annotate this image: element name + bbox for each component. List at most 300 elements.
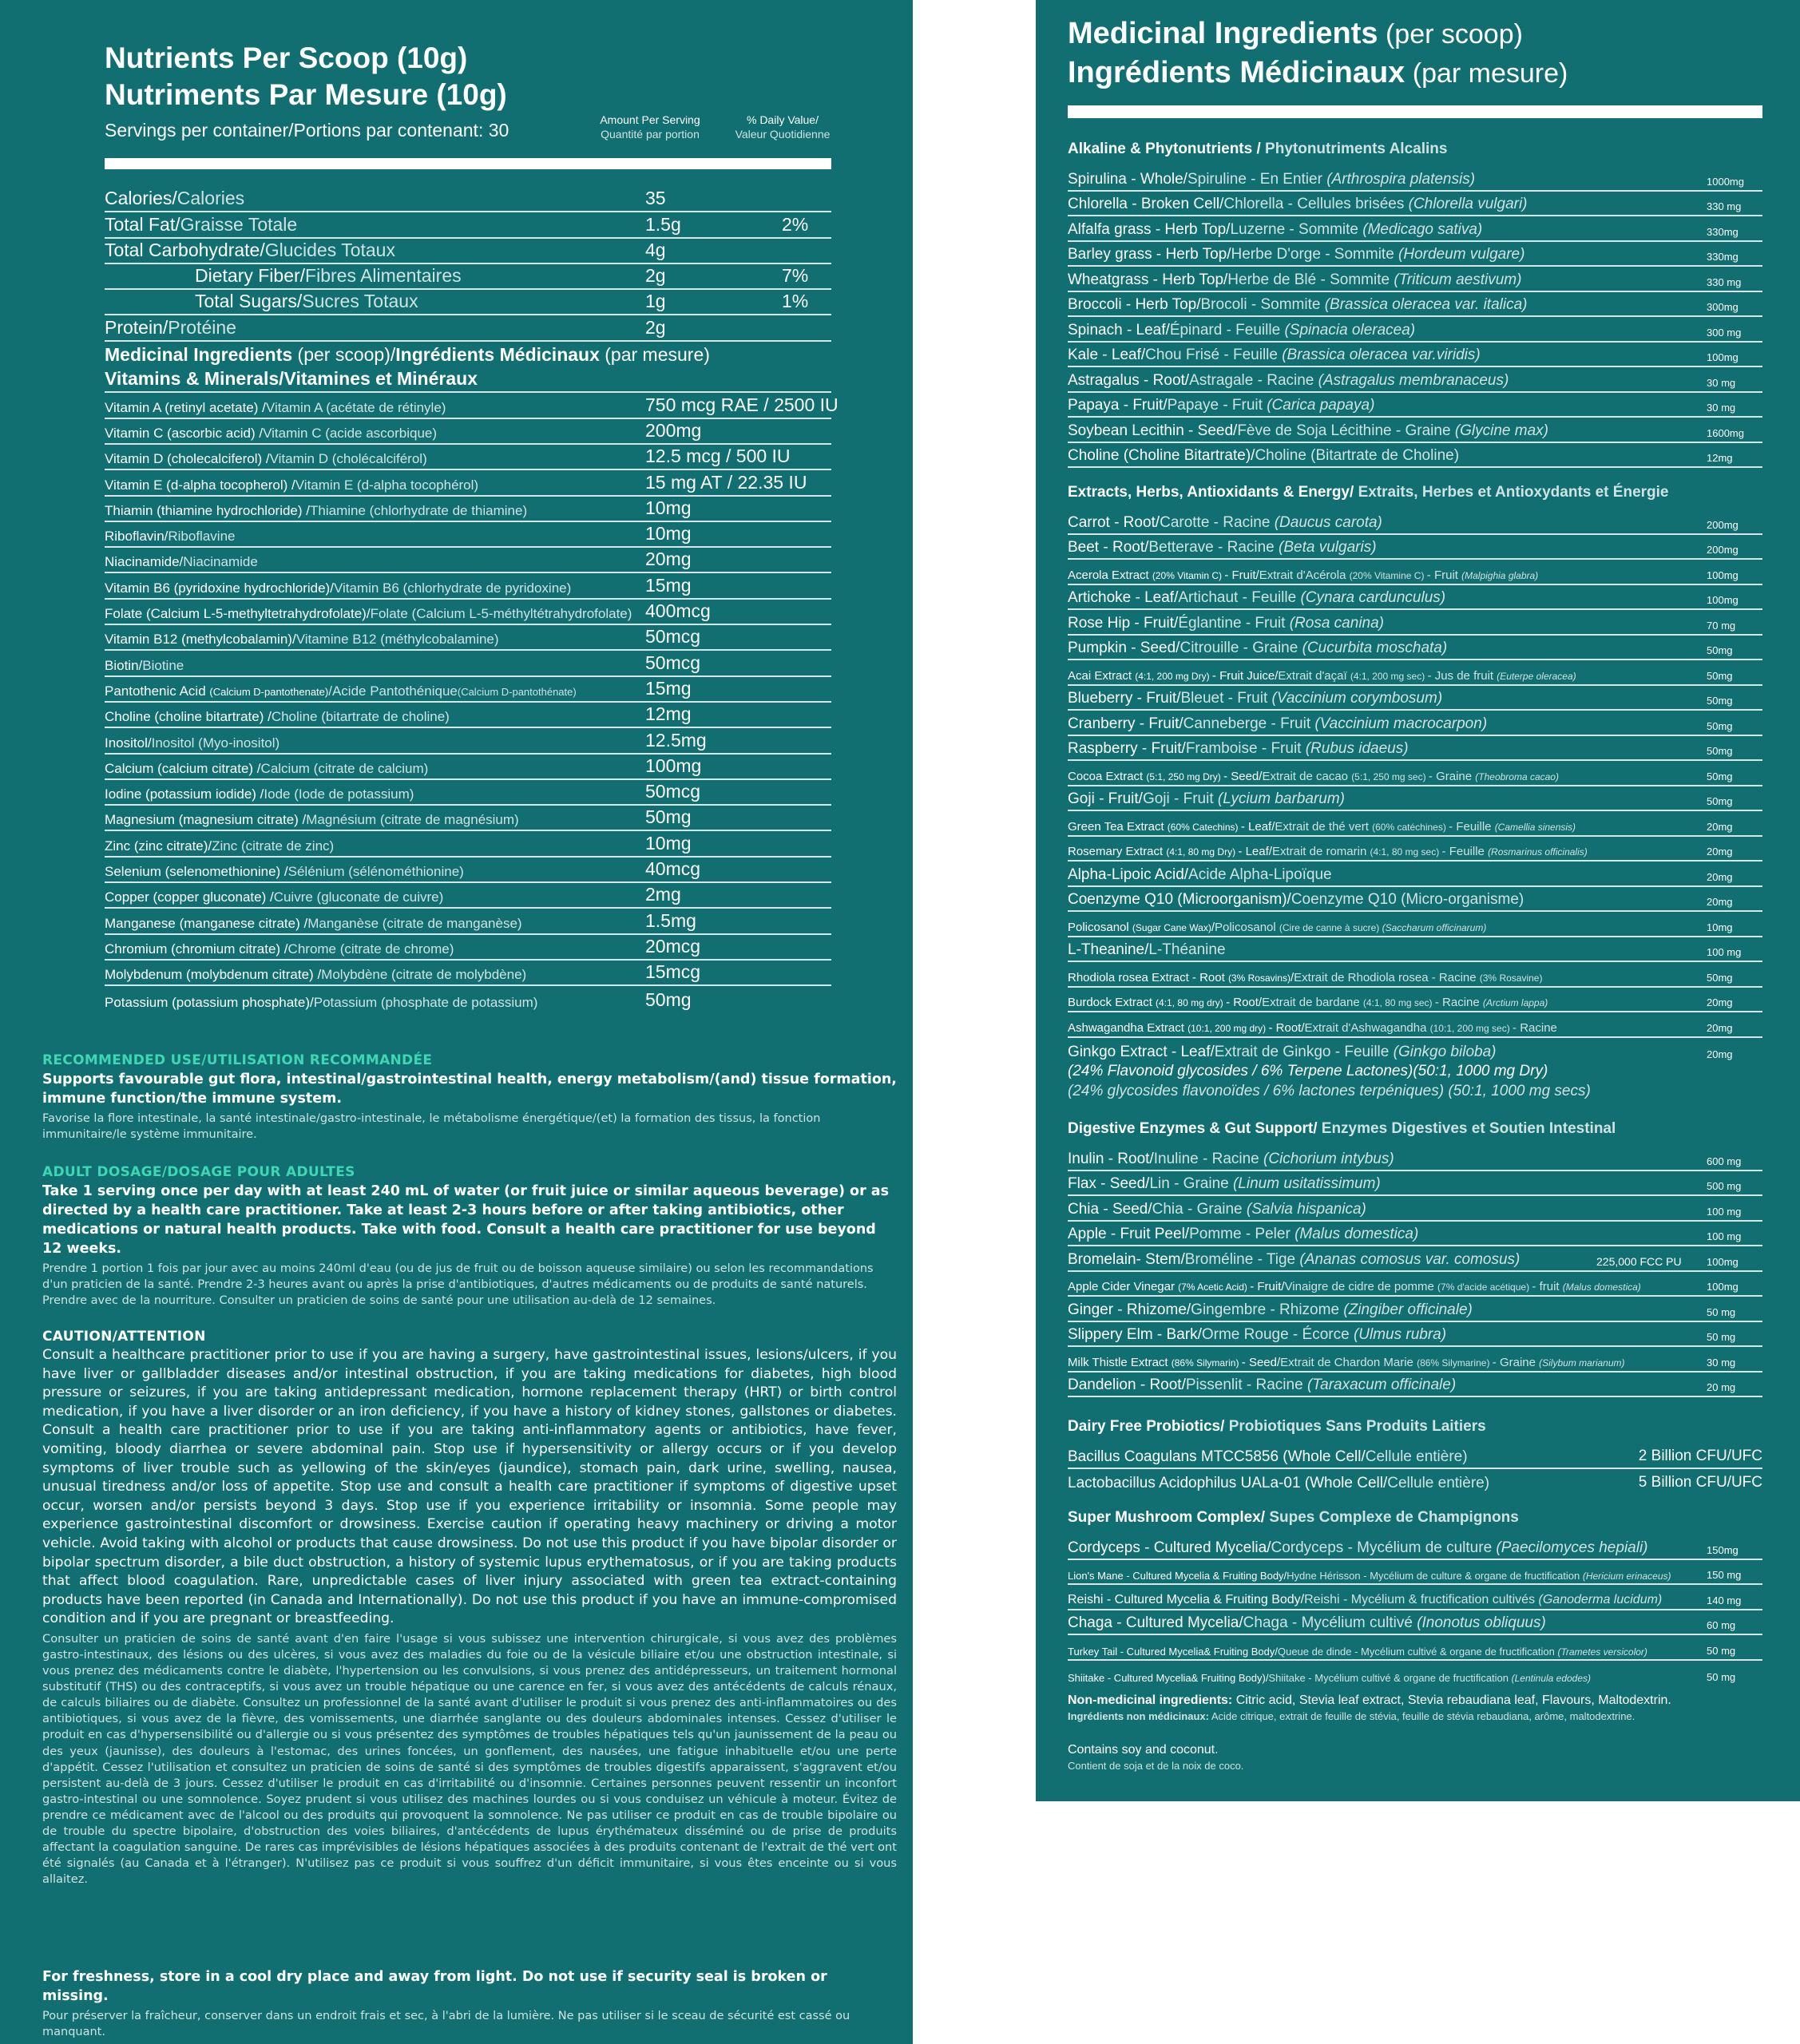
recommended-use-heading: RECOMMENDED USE/UTILISATION RECOMMANDÉE <box>42 1052 433 1068</box>
ingredient-en-note: (86% Silymarin) <box>1171 1357 1242 1369</box>
ingredient-fr: Citrouille - Graine <box>1180 640 1302 656</box>
vitamin-label <box>105 529 235 545</box>
ingredient-fr: Églantine - Fruit <box>1178 614 1290 632</box>
ingredient-name <box>1068 971 1542 984</box>
ingredient-name <box>1068 1280 1641 1293</box>
vitamin-amount: 15mg <box>645 574 692 596</box>
vitamin-en: Pantothenic Acid <box>105 683 210 699</box>
amount-head-en: Amount Per Serving <box>600 113 700 126</box>
ingredient-dose: 300 mg <box>1707 326 1742 339</box>
ingredient-latin: (Inonotus obliquus) <box>1417 1614 1546 1631</box>
vitamin-fr: Molybdène (citrate de molybdène) <box>321 967 527 983</box>
category-heading <box>1068 1418 1486 1436</box>
vitamin-row <box>105 728 831 754</box>
vitamin-fr-note: (Calcium D-pantothénate) <box>457 685 577 698</box>
ingredient-name <box>1068 640 1447 657</box>
vitamin-row <box>105 806 831 831</box>
ingredient-fr: Bleuet - Fruit <box>1180 690 1272 707</box>
category-heading <box>1068 1509 1519 1527</box>
ingredient-fr-note: (10:1, 200 mg sec) <box>1429 1022 1513 1034</box>
ingredient-row <box>1068 192 1762 217</box>
ingredient-name <box>1068 1614 1546 1632</box>
ingredient-row <box>1068 1196 1762 1222</box>
ingredient-dose: 300mg <box>1707 301 1739 313</box>
ingredient-en-note: (10:1, 200 mg dry) <box>1187 1022 1269 1034</box>
vitamin-label <box>105 995 537 1011</box>
vitamin-row <box>105 883 831 909</box>
ingredient-name <box>1068 1175 1381 1193</box>
category-en: Dairy Free Probiotics/ <box>1068 1418 1229 1435</box>
ingredient-dose: 50 mg <box>1707 1644 1736 1657</box>
ingredient-name <box>1068 820 1576 834</box>
allergen-statement <box>1068 1742 1770 1774</box>
ingredient-dose: 100mg <box>1707 568 1739 581</box>
divider-bar <box>105 158 831 169</box>
ingredient-en: Bromelain- Stem/ <box>1068 1250 1185 1268</box>
ingredient-name <box>1068 589 1445 607</box>
ingredient-fr: Reishi - Mycélium & fructification cultivés <box>1304 1592 1539 1606</box>
vitamin-fr: Biotine <box>142 657 184 673</box>
vitamin-amount: 15mcg <box>645 961 701 983</box>
ingredient-row <box>1068 988 1762 1013</box>
ingredient-fr-note: (20% Vitamine C) <box>1349 569 1427 581</box>
ingredient-dose: 20mg <box>1707 820 1733 833</box>
ingredient-name <box>1068 296 1527 314</box>
ingredient-en: Pumpkin - Seed/ <box>1068 640 1180 656</box>
ingredient-fr-note: (4:1, 200 mg sec) <box>1350 670 1428 682</box>
vitamin-row <box>105 780 831 806</box>
ingredient-row <box>1068 367 1762 393</box>
ingredient-row <box>1068 962 1762 988</box>
ingredient-latin: (Arthrospira platensis) <box>1326 170 1476 188</box>
ingredient-name <box>1068 866 1332 884</box>
vitamin-row <box>105 470 831 496</box>
ingredient-en-note: (4:1, 80 mg dry) <box>1156 997 1227 1008</box>
vitamin-label <box>105 786 414 802</box>
ingredient-dose: 1600mg <box>1707 426 1744 439</box>
ingredient-latin: (Saccharum officinarum) <box>1382 921 1487 933</box>
nutrient-label <box>105 317 236 339</box>
divider-bar <box>1068 105 1762 118</box>
ingredient-en: Goji - Fruit/ <box>1068 790 1143 807</box>
ingredient-fr: Cordyceps - Mycélium de culture <box>1271 1539 1497 1556</box>
ingredient-en: Lion's Mane - Cultured Mycelia & Fruiting Body/ <box>1068 1570 1287 1582</box>
ingredient-dose: 2 Billion CFU/UFC <box>1638 1447 1762 1464</box>
vitamin-row <box>105 445 831 470</box>
ingredient-name <box>1068 845 1588 858</box>
ingredient-fr-part: - fruit <box>1532 1280 1563 1293</box>
ingredient-fr: L-Théanine <box>1148 941 1226 958</box>
vitamin-label <box>105 554 258 570</box>
nutrient-row <box>105 290 831 315</box>
ingredient-fr-note: (4:1, 80 mg sec) <box>1370 846 1442 858</box>
vitamin-amount: 20mcg <box>645 935 701 957</box>
ingredient-name <box>1068 539 1377 557</box>
category-fr: Enzymes Digestives et Soutien Intestinal <box>1321 1120 1616 1137</box>
ingredient-fr: Cellule entière) <box>1365 1448 1468 1465</box>
ingredient-name <box>1068 171 1475 188</box>
vitamin-amount: 200mg <box>645 419 702 441</box>
ingredient-dose: 50 mg <box>1707 1671 1736 1683</box>
vitamin-fr: Inositol (Myo-inositol) <box>151 735 280 751</box>
ingredient-row <box>1068 937 1762 963</box>
ingredient-en: Dandelion - Root/ <box>1068 1377 1186 1393</box>
ingredient-dose: 20mg <box>1707 996 1733 1008</box>
nonmed-label-en: Non-medicinal ingredients: <box>1068 1693 1233 1707</box>
ingredient-en: Shiitake - Cultured Mycelia& Fruiting Body)/ <box>1068 1672 1269 1684</box>
ingredient-dose: 100mg <box>1707 351 1739 363</box>
ingredient-name <box>1068 1301 1473 1319</box>
ingredient-row <box>1068 711 1762 736</box>
ingredient-en: Cocoa Extract <box>1068 769 1147 783</box>
ingredient-latin: (Rosa canina) <box>1289 614 1384 632</box>
ingredient-latin: (Vaccinium macrocarpon) <box>1314 715 1488 732</box>
right-panel <box>1036 0 1800 1801</box>
category-fr: Phytonutriments Alcalins <box>1265 141 1448 157</box>
category-en: Digestive Enzymes & Gut Support/ <box>1068 1120 1322 1137</box>
ingredient-latin: (Silybum marianum) <box>1539 1357 1625 1369</box>
ingredient-row <box>1068 912 1762 937</box>
ingredient-fr: Spiruline - En Entier <box>1187 170 1327 188</box>
vitamin-label <box>105 916 522 932</box>
vitamin-row <box>105 522 831 548</box>
ingredient-dose: 140 mg <box>1707 1594 1742 1606</box>
ingredient-name <box>1068 196 1528 213</box>
ingredient-en: Chlorella - Broken Cell/ <box>1068 196 1224 212</box>
ingredient-row <box>1068 736 1762 762</box>
vitamin-label <box>105 761 428 777</box>
ingredient-latin: (Medicago sativa) <box>1362 220 1483 238</box>
nutrient-en: Total Fat/ <box>105 213 180 235</box>
ingredient-en-part: - Root/ <box>1268 1020 1305 1035</box>
ingredient-fr: Framboise - Fruit <box>1185 740 1306 757</box>
vitamin-label <box>105 683 577 699</box>
ingredient-dose: 150 mg <box>1707 1569 1742 1581</box>
ingredient-dose: 100mg <box>1707 1255 1739 1268</box>
vitamin-fr: Vitamin A (acétate de rétinyle) <box>265 399 446 415</box>
ingredient-fr-note: (86% Silymarine) <box>1417 1357 1493 1369</box>
nutrient-en: Protein/ <box>105 316 169 338</box>
vitamin-amount: 10mg <box>645 523 692 545</box>
ingredient-fr: Herbe de Blé - Sommite <box>1227 271 1394 288</box>
ingredient-fr: Queue de dinde - Mycélium cultivé & organe de fructification <box>1277 1645 1558 1658</box>
ingredient-row <box>1068 1272 1762 1297</box>
ingredient-dose: 30 mg <box>1707 1356 1736 1369</box>
ingredient-fr: Luzerne - Sommite <box>1230 220 1363 238</box>
ingredient-en: Raspberry - Fruit/ <box>1068 740 1186 757</box>
vitamin-amount: 750 mcg RAE / 2500 IU <box>645 394 839 415</box>
ingredient-row <box>1068 1146 1762 1171</box>
ingredient-en: Ashwagandha Extract <box>1068 1020 1188 1035</box>
vitamin-en: Vitamin B12 (methylcobalamin)/ <box>105 632 296 648</box>
ingredient-dose: 50mg <box>1707 770 1733 782</box>
ingredient-latin: (Arctium lappa) <box>1482 997 1548 1008</box>
ingredient-row <box>1068 761 1762 786</box>
vitamin-en: Folate (Calcium L-5-methyltetrahydrofolate)/ <box>105 606 371 622</box>
ingredient-latin: (Rosmarinus officinalis) <box>1488 846 1588 858</box>
ingredient-fr: Pomme - Peler <box>1189 1226 1295 1242</box>
vitamin-label <box>105 812 519 828</box>
ingredient-fr: Hydne Hérisson - Mycélium de culture & organe de fructification <box>1287 1570 1583 1582</box>
ingredient-row <box>1068 242 1762 267</box>
vitamin-amount: 400mcg <box>645 600 711 622</box>
storage-en: For freshness, store in a cool dry place and away from light. Do not use if security seal is broken or missing. <box>42 1969 827 2004</box>
category-fr: Extraits, Herbes et Antioxydants et Énergie <box>1358 484 1669 501</box>
vitamin-fr: Chrome (citrate de chrome) <box>287 941 454 957</box>
ingredient-fr: Vinaigre de cidre de pomme <box>1284 1280 1438 1293</box>
ingredient-fr: Betterave - Racine <box>1148 539 1279 556</box>
vitamin-amount: 12mg <box>645 703 692 725</box>
ingredient-en: Spirulina - Whole/ <box>1068 170 1187 188</box>
vitamin-fr: Vitamine B12 (méthylcobalamine) <box>295 632 499 648</box>
ingredient-latin: (Hericium erinaceus) <box>1582 1571 1671 1582</box>
vitamin-fr: Iode (Iode de potassium) <box>264 786 414 802</box>
ingredient-latin: (Ginkgo biloba) <box>1393 1044 1497 1060</box>
vitamin-en: Copper (copper gluconate) / <box>105 889 274 905</box>
ingredient-row <box>1068 1661 1762 1686</box>
vitamin-label <box>105 606 632 622</box>
nutrient-amount: 35 <box>645 188 666 209</box>
ingredient-en: Ginger - Rhizome/ <box>1068 1301 1191 1318</box>
ingredient-row <box>1068 343 1762 368</box>
vitamin-amount: 15mg <box>645 677 692 699</box>
nonmed-label-fr: Ingrédients non médicinaux: <box>1068 1710 1209 1722</box>
vitamin-label <box>105 735 280 751</box>
ingredient-fr-part: - Fruit <box>1426 568 1462 582</box>
ingredient-en: Alfalfa grass - Herb Top/ <box>1068 220 1231 238</box>
ingredient-dose: 200mg <box>1707 544 1739 556</box>
ingredient-latin: (Astragalus membranaceus) <box>1318 371 1509 389</box>
ingredient-row <box>1068 393 1762 418</box>
ingredient-fr: Chlorella - Cellules brisées <box>1223 196 1409 212</box>
ingredient-latin: (Malpighia glabra) <box>1461 569 1539 581</box>
ingredient-latin: (Malus domestica) <box>1562 1281 1641 1293</box>
ingredient-en: Acai Extract <box>1068 668 1136 683</box>
vitamin-amount: 15 mg AT / 22.35 IU <box>645 471 807 493</box>
ingredient-en: Green Tea Extract <box>1068 819 1168 834</box>
ingredient-fr: Goji - Fruit <box>1142 790 1218 807</box>
ingredient-en: Beet - Root/ <box>1068 539 1149 556</box>
ingredient-name <box>1068 770 1559 783</box>
ingredient-latin: (Cichorium intybus) <box>1263 1150 1394 1167</box>
ingredient-name <box>1068 1226 1418 1243</box>
nutrient-label <box>195 265 462 287</box>
ingredient-en-part: - Fruit/ <box>1224 568 1259 582</box>
dv-head-fr: Valeur Quotidienne <box>735 128 831 141</box>
ingredient-fr: Astragale - Racine <box>1189 371 1318 389</box>
ingredient-en: Policosanol <box>1068 920 1132 934</box>
vitamin-label <box>105 451 427 467</box>
nutrient-row <box>105 264 831 290</box>
ingredient-fr: Canneberge - Fruit <box>1183 715 1315 732</box>
vitamin-row <box>105 497 831 522</box>
ingredient-fr: Extrait d'Ashwagandha <box>1304 1020 1430 1035</box>
ingredient-row <box>1068 267 1762 292</box>
ingredient-en: Alpha-Lipoic Acid/ <box>1068 866 1189 883</box>
nutrient-fr: Graisse Totale <box>180 213 298 235</box>
medicinal-fr-bold: Ingrédients Médicinaux <box>395 344 600 366</box>
ingredient-fr: Acide Alpha-Lipoïque <box>1188 866 1332 883</box>
vitamin-en: Vitamin C (ascorbic acid) / <box>105 425 264 441</box>
vitamin-fr: Manganèse (citrate de manganèse) <box>307 915 522 931</box>
ingredient-name <box>1068 1151 1394 1168</box>
nonmed-en: Citric acid, Stevia leaf extract, Stevia rebaudiana leaf, Flavours, Maltodextrin. <box>1232 1693 1671 1707</box>
nutrients-title <box>105 40 507 113</box>
ingredient-en: Apple - Fruit Peel/ <box>1068 1226 1190 1242</box>
ingredient-dose: 500 mg <box>1707 1180 1742 1192</box>
vitamin-fr: Vitamin C (acide ascorbique) <box>263 425 438 441</box>
nutrient-row <box>105 316 831 342</box>
ingredient-row <box>1068 1560 1762 1586</box>
vitamin-row <box>105 909 831 934</box>
ingredient-name <box>1068 996 1548 1009</box>
ingredient-dose: 5 Billion CFU/UFC <box>1638 1474 1762 1491</box>
ingredient-fr-part: - Feuille <box>1449 819 1495 834</box>
ingredient-name <box>1068 1326 1446 1344</box>
ingredient-row <box>1068 811 1762 837</box>
ingredient-name <box>1068 1448 1468 1466</box>
vitamin-en: Magnesium (magnesium citrate) / <box>105 812 307 828</box>
vitamin-amount: 40mcg <box>645 858 701 880</box>
nutrient-amount: 4g <box>645 239 666 260</box>
ingredient-fr: Brocoli - Sommite <box>1200 296 1325 313</box>
ingredient-fr-note: (4:1, 80 mg sec) <box>1362 997 1435 1008</box>
vitamin-row <box>105 677 831 703</box>
vitamin-label <box>105 426 437 442</box>
vitamin-row <box>105 832 831 858</box>
ingredient-name <box>1068 921 1486 934</box>
ingredient-dose: 50 mg <box>1707 1331 1736 1343</box>
ingredient-latin: (Ganoderma lucidum) <box>1538 1592 1663 1606</box>
ingredient-latin: (Triticum aestivum) <box>1394 271 1522 288</box>
ingredient-dose: 50mg <box>1707 695 1733 707</box>
ingredient-en: Broccoli - Herb Top/ <box>1068 296 1201 313</box>
vitamin-label <box>105 658 184 674</box>
vitamin-en: Inositol/ <box>105 735 152 751</box>
vitamin-en: Calcium (calcium citrate) / <box>105 760 261 776</box>
ingredient-en: Spinach - Leaf/ <box>1068 321 1170 339</box>
recommended-use-fr: Favorise la flore intestinale, la santé intestinale/gastro-intestinale, le métabolisme énergétique/(et) la formation des tissus, la fonction immunitaire/le système immunitaire. <box>42 1112 821 1141</box>
vitamin-en-note: (Calcium D-pantothenate) <box>209 685 329 698</box>
ingredient-latin: (Cucurbita moschata) <box>1302 640 1448 656</box>
ingredient-fr-note: (5:1, 250 mg sec) <box>1351 770 1429 782</box>
vitamin-en: Manganese (manganese citrate) / <box>105 915 308 931</box>
servings-per-container: Servings per container/Portions par contenant: 30 <box>105 120 509 141</box>
ingredient-fr: Cellule entière) <box>1387 1475 1490 1491</box>
vitamin-en: Chromium (chromium citrate) / <box>105 941 288 957</box>
ingredient-dose: 50mg <box>1707 644 1733 656</box>
vitamin-row <box>105 961 831 986</box>
contains-en: Contains soy and coconut. <box>1068 1743 1219 1757</box>
ingredient-fr-note: (Cire de canne à sucre) <box>1279 921 1382 933</box>
vitamin-en: Iodine (potassium iodide) / <box>105 786 264 802</box>
ingredient-potency: 225,000 FCC PU <box>1596 1254 1682 1268</box>
vitamin-amount: 2mg <box>645 884 681 905</box>
ingredient-fr: Extrait de Ginkgo - Feuille <box>1214 1044 1394 1060</box>
medicinal-header-row <box>105 342 831 367</box>
ingredient-en-part: - Fruit Juice/ <box>1211 668 1279 683</box>
ingredient-fr: Pissenlit - Racine <box>1185 1377 1307 1393</box>
ingredient-name <box>1068 347 1481 364</box>
ingredient-row <box>1068 1171 1762 1197</box>
ingredient-fr: Extrait de Rhodiola rosea - Racine <box>1294 970 1480 984</box>
ingredient-row <box>1068 1038 1762 1064</box>
ingredient-en: Flax - Seed/ <box>1068 1175 1150 1192</box>
ginkgo-standardization-fr: (24% glycosides flavonoïdes / 6% lactones terpéniques) (50:1, 1000 mg secs) <box>1068 1083 1591 1099</box>
ingredient-row <box>1068 1535 1762 1560</box>
vitamin-en: Vitamin E (d-alpha tocopherol) / <box>105 477 295 493</box>
ingredient-dose: 50 mg <box>1707 1305 1736 1318</box>
medicinal-en-bold: Medicinal Ingredients <box>105 344 293 366</box>
ingredient-dose: 200mg <box>1707 518 1739 531</box>
ingredient-row <box>1068 1222 1762 1247</box>
vitamin-amount: 12.5 mcg / 500 IU <box>645 446 791 467</box>
vitamin-fr: Folate (Calcium L-5-méthyltétrahydrofolate) <box>370 606 632 622</box>
ingredient-fr: Policosanol <box>1215 920 1279 934</box>
ingredient-row <box>1068 1610 1762 1636</box>
ingredient-fr: Inuline - Racine <box>1153 1150 1264 1167</box>
ingredient-latin: (Lycium barbarum) <box>1217 790 1345 807</box>
ingredient-en-note: (5:1, 250 mg Dry) <box>1146 770 1224 782</box>
ingredient-latin: (Zingiber officinale) <box>1343 1301 1473 1318</box>
title-fr: Ingrédients Médicinaux <box>1068 56 1406 89</box>
vitamin-en: Riboflavin/ <box>105 529 169 545</box>
vitamin-amount: 1.5mg <box>645 909 696 931</box>
ingredient-fr: Épinard - Feuille <box>1169 321 1285 339</box>
nutrient-row <box>105 187 831 212</box>
vitamin-row <box>105 858 831 883</box>
ingredient-name <box>1068 1377 1456 1394</box>
ingredient-row <box>1068 292 1762 318</box>
vitamin-en: Vitamin D (cholecalciferol) / <box>105 451 270 467</box>
dosage-heading: ADULT DOSAGE/DOSAGE POUR ADULTES <box>42 1164 355 1180</box>
ingredient-dose: 20mg <box>1707 1048 1733 1060</box>
ingredient-en: Turkey Tail - Cultured Mycelia& Fruiting Body/ <box>1068 1645 1278 1658</box>
ingredient-name <box>1068 1251 1520 1269</box>
vitamin-label <box>105 709 450 725</box>
title-fr: Nutriments Par Mesure (10g) <box>105 78 507 111</box>
vitamin-en: Molybdenum (molybdenum citrate) / <box>105 967 322 983</box>
ingredient-en: Apple Cider Vinegar <box>1068 1280 1179 1293</box>
ingredient-fr: Shiitake - Mycélium cultivé & organe de fructification <box>1268 1672 1512 1684</box>
ingredient-name <box>1068 891 1524 909</box>
category-heading <box>1068 141 1447 158</box>
ingredient-fr: Extrait de romarin <box>1271 845 1370 858</box>
ingredient-latin: (Paecilomyces hepiali) <box>1496 1539 1648 1556</box>
vitamin-fr: Vitamin B6 (chlorhydrate de pyridoxine) <box>333 580 572 596</box>
ingredient-name <box>1068 690 1442 707</box>
vitamin-fr: Thiamine (chlorhydrate de thiamine) <box>310 502 528 518</box>
nutrient-label <box>105 214 297 236</box>
ingredient-row <box>1068 1347 1762 1373</box>
ingredient-en: Inulin - Root/ <box>1068 1150 1154 1167</box>
vitamin-row <box>105 651 831 676</box>
ingredient-latin: (Spinacia oleracea) <box>1284 321 1416 339</box>
vitamin-amount: 50mg <box>645 988 692 1010</box>
ingredient-row <box>1068 1444 1762 1469</box>
vitamin-en: Niacinamide/ <box>105 554 184 570</box>
vitamin-row <box>105 600 831 625</box>
ingredient-latin: (Chlorella vulgari) <box>1408 196 1528 212</box>
vitamin-fr: Calcium (citrate de calcium) <box>260 760 429 776</box>
category-heading <box>1068 1120 1616 1138</box>
ingredient-name <box>1068 372 1509 390</box>
ingredient-name <box>1068 715 1487 733</box>
ingredient-latin: (Linum usitatissimum) <box>1232 1175 1381 1192</box>
ingredient-row <box>1068 786 1762 812</box>
ingredient-en: Carrot - Root/ <box>1068 513 1160 531</box>
vitamin-label <box>105 400 446 416</box>
